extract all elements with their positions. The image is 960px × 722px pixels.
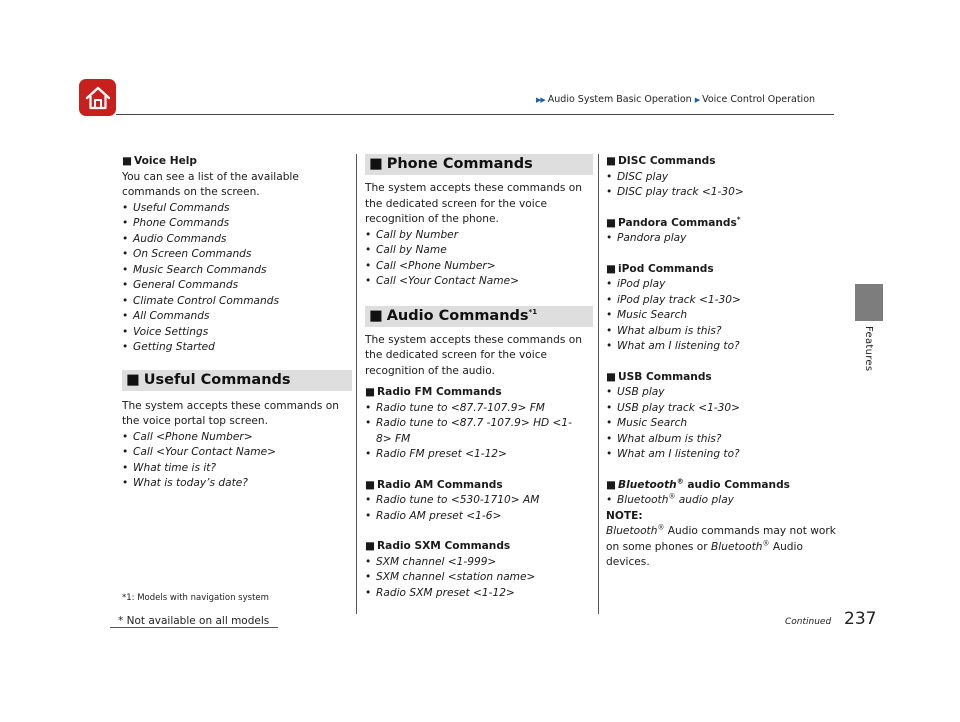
square-bullet-icon: ■ bbox=[606, 370, 617, 383]
square-bullet-icon: ■ bbox=[606, 262, 617, 275]
home-button[interactable] bbox=[79, 79, 116, 116]
breadcrumb-item[interactable]: Audio System Basic Operation bbox=[547, 94, 692, 105]
square-bullet-icon: ■ bbox=[606, 478, 617, 491]
note-label: NOTE: bbox=[606, 509, 643, 522]
list-item: • What am I listening to? bbox=[606, 447, 838, 463]
section-heading: ■ USB Commands bbox=[606, 370, 712, 383]
list-item: • What album is this? bbox=[606, 432, 838, 448]
column-divider bbox=[598, 154, 599, 614]
list-item: • All Commands bbox=[122, 309, 352, 325]
home-icon bbox=[85, 86, 111, 110]
paragraph: You can see a list of the available commands on the screen. bbox=[122, 170, 299, 198]
section-banner: ■ Useful Commands bbox=[122, 370, 352, 391]
section-heading: ■ Radio AM Commands bbox=[365, 478, 503, 491]
list-item: • Getting Started bbox=[122, 340, 352, 356]
header-divider bbox=[116, 114, 834, 115]
paragraph: The system accepts these commands on the dedicated screen for the voice recognition of the audio. bbox=[365, 333, 582, 377]
command-list bbox=[365, 493, 593, 524]
command-list bbox=[365, 228, 593, 290]
column-middle bbox=[365, 154, 593, 601]
list-item: • Call by Name bbox=[365, 243, 593, 259]
footer-divider bbox=[110, 627, 278, 628]
command-list bbox=[122, 430, 352, 492]
command-list bbox=[122, 201, 352, 356]
list-item: • DISC play bbox=[606, 170, 838, 186]
square-bullet-icon: ■ bbox=[365, 386, 376, 398]
list-item: • Call <Phone Number> bbox=[365, 259, 593, 275]
command-list bbox=[606, 493, 838, 509]
paragraph: The system accepts these commands on the dedicated screen for the voice recognition of the phone. bbox=[365, 182, 582, 225]
square-bullet-icon: ■ bbox=[365, 478, 376, 491]
command-list bbox=[606, 170, 838, 201]
model-footnote: *1: Models with navigation system bbox=[122, 593, 269, 603]
continued-label: Continued bbox=[785, 617, 832, 627]
command-list bbox=[365, 555, 593, 602]
square-bullet-icon: ■ bbox=[606, 216, 617, 229]
footnote: * Not available on all models bbox=[118, 615, 270, 627]
section-banner: ■ Phone Commands bbox=[365, 154, 593, 175]
square-bullet-icon: ■ bbox=[369, 156, 383, 172]
section-heading: ■ Pandora Commands* bbox=[606, 214, 741, 229]
command-list bbox=[606, 231, 838, 247]
section-heading: ■ Voice Help bbox=[122, 155, 197, 167]
list-item: • Pandora play bbox=[606, 231, 838, 247]
list-item: • Radio SXM preset <1-12> bbox=[365, 586, 593, 602]
paragraph: The system accepts these commands on the voice portal top screen. bbox=[122, 399, 339, 427]
list-item: • General Commands bbox=[122, 278, 352, 294]
list-item: • DISC play track <1-30> bbox=[606, 185, 838, 201]
list-item: • Audio Commands bbox=[122, 232, 352, 248]
command-list bbox=[606, 277, 838, 355]
list-item: • What album is this? bbox=[606, 324, 838, 340]
list-item: • On Screen Commands bbox=[122, 247, 352, 263]
list-item: • iPod play track <1-30> bbox=[606, 293, 838, 309]
section-tab[interactable] bbox=[855, 284, 883, 321]
breadcrumb-arrow-icon: ▶▶ bbox=[536, 95, 545, 104]
list-item: • Radio tune to <530-1710> AM bbox=[365, 493, 593, 509]
list-item: • Call <Phone Number> bbox=[122, 430, 352, 446]
list-item: • Voice Settings bbox=[122, 325, 352, 341]
footnote-marker: * bbox=[736, 214, 741, 223]
list-item: • USB play bbox=[606, 385, 838, 401]
list-item: • What am I listening to? bbox=[606, 339, 838, 355]
list-item: • Phone Commands bbox=[122, 216, 352, 232]
square-bullet-icon: ■ bbox=[369, 307, 383, 324]
list-item: • iPod play bbox=[606, 277, 838, 293]
section-heading: ■ Bluetooth® audio Commands bbox=[606, 476, 790, 491]
list-item: • Radio tune to <87.7 -107.9> HD <1-8> FM bbox=[365, 416, 593, 447]
column-left bbox=[122, 154, 352, 492]
list-item: • Useful Commands bbox=[122, 201, 352, 217]
command-list bbox=[606, 385, 838, 463]
list-item: • What is today’s date? bbox=[122, 476, 352, 492]
column-right bbox=[606, 154, 838, 571]
list-item: • Music Search Commands bbox=[122, 263, 352, 279]
command-list bbox=[365, 401, 593, 463]
list-item: • USB play track <1-30> bbox=[606, 401, 838, 417]
list-item: • Call <Your Contact Name> bbox=[365, 274, 593, 290]
list-item: • SXM channel <station name> bbox=[365, 570, 593, 586]
note-text: Bluetooth® Audio commands may not work on some phones or Bluetooth® Audio devices. bbox=[606, 523, 836, 568]
breadcrumb-item[interactable]: Voice Control Operation bbox=[702, 94, 816, 105]
breadcrumb bbox=[536, 94, 815, 105]
footnote-marker: *1 bbox=[528, 307, 538, 316]
square-bullet-icon: ■ bbox=[606, 155, 617, 167]
list-item: • Music Search bbox=[606, 416, 838, 432]
square-bullet-icon: ■ bbox=[365, 540, 376, 552]
list-item: • Call <Your Contact Name> bbox=[122, 445, 352, 461]
section-heading: ■ Radio FM Commands bbox=[365, 386, 502, 398]
list-item: • Music Search bbox=[606, 308, 838, 324]
page-number: 237 bbox=[844, 609, 877, 629]
section-heading: ■ iPod Commands bbox=[606, 262, 714, 275]
list-item: • SXM channel <1-999> bbox=[365, 555, 593, 571]
list-item: • Radio FM preset <1-12> bbox=[365, 447, 593, 463]
section-heading: ■ Radio SXM Commands bbox=[365, 540, 511, 552]
column-divider bbox=[356, 154, 357, 614]
list-item: • What time is it? bbox=[122, 461, 352, 477]
square-bullet-icon: ■ bbox=[126, 371, 140, 388]
list-item: • Radio AM preset <1-6> bbox=[365, 509, 593, 525]
section-banner: ■ Audio Commands$^{*1}$ bbox=[365, 306, 593, 327]
section-tab-label: Features bbox=[863, 326, 874, 372]
list-item: • Bluetooth® audio play bbox=[606, 493, 838, 509]
list-item: • Call by Number bbox=[365, 228, 593, 244]
list-item: • Radio tune to <87.7-107.9> FM bbox=[365, 401, 593, 417]
square-bullet-icon: ■ bbox=[122, 155, 133, 167]
list-item: • Climate Control Commands bbox=[122, 294, 352, 310]
breadcrumb-arrow-icon: ▶ bbox=[694, 95, 700, 104]
section-heading: ■ DISC Commands bbox=[606, 155, 716, 167]
